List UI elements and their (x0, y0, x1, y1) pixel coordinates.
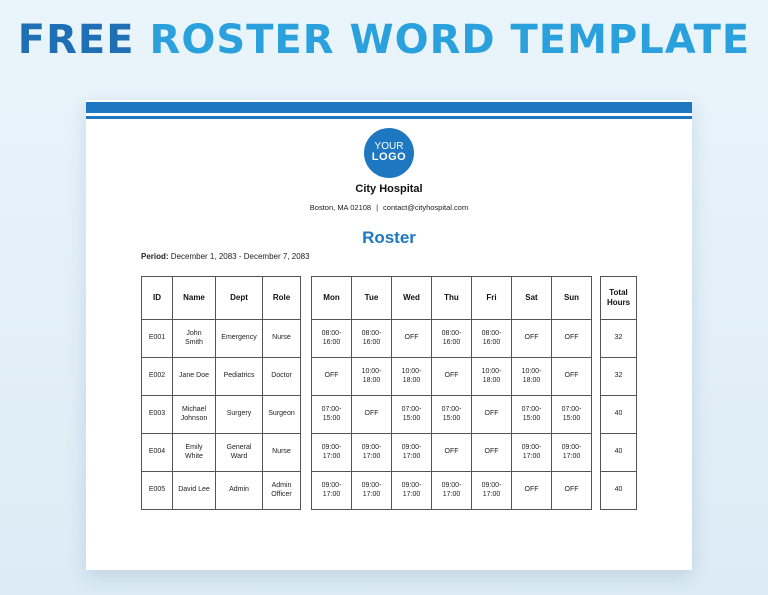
shift-cell-wed-line: 07:00- (401, 405, 422, 413)
employee-name-cell (173, 320, 216, 358)
shift-cell-mon (312, 358, 352, 396)
shift-cell-sat-line: 07:00- (521, 405, 542, 413)
shift-cell-fri (472, 434, 512, 472)
contact-separator: | (376, 203, 379, 212)
table-row (312, 434, 592, 472)
employee-name-cell (173, 396, 216, 434)
shift-cell-sun-line: OFF (564, 372, 579, 380)
shift-cell-fri-line: 08:00- (481, 329, 502, 337)
shift-cell-sun-line: OFF (564, 486, 579, 494)
period-label: Period: (141, 252, 169, 261)
role-cell (263, 320, 301, 358)
shift-cell-wed (392, 358, 432, 396)
column-header-total-hours-line: Hours (606, 298, 631, 307)
shift-cell-sun (552, 396, 592, 434)
logo-text-bottom: LOGO (371, 151, 407, 163)
shift-cell-thu-line: 09:00- (441, 481, 462, 489)
shift-cell-tue-line: 18:00 (362, 376, 381, 384)
employee-name-cell-line: White (185, 452, 203, 460)
shift-cell-wed-line: 15:00 (402, 414, 421, 422)
table-row (312, 358, 592, 396)
shift-cell-fri-line: OFF (484, 410, 499, 418)
shift-cell-thu (432, 358, 472, 396)
shift-cell-wed-line: 17:00 (402, 490, 421, 498)
shift-cell-mon (312, 396, 352, 434)
shift-cell-wed-line: 18:00 (402, 376, 421, 384)
shift-cell-sat (512, 320, 552, 358)
shift-cell-sun (552, 434, 592, 472)
shift-cell-fri (472, 396, 512, 434)
contact-line (86, 203, 692, 212)
shift-cell-fri-line: 18:00 (482, 376, 501, 384)
role-cell (263, 358, 301, 396)
employee-name-cell-line: Michael (181, 405, 207, 413)
role-cell-line: Officer (271, 490, 292, 498)
shift-cell-wed (392, 396, 432, 434)
shift-cell-sat-line: 17:00 (522, 452, 541, 460)
total-hours-cell: 32 (601, 358, 637, 396)
roster-document (86, 100, 692, 570)
shift-cell-fri (472, 358, 512, 396)
period-value: December 1, 2083 - December 7, 2083 (170, 252, 310, 261)
column-header-id: ID (142, 277, 173, 320)
shift-cell-tue-line: 17:00 (362, 490, 381, 498)
table-row (601, 472, 637, 510)
table-row (601, 358, 637, 396)
shift-cell-wed-line: OFF (404, 334, 419, 342)
role-cell-line: Admin (271, 481, 292, 489)
department-cell-line: General (226, 443, 252, 451)
employee-name-cell-line: John (186, 329, 202, 337)
header-row (142, 277, 301, 320)
weekly-schedule-table (311, 276, 592, 510)
column-header-thu: Thu (432, 277, 472, 320)
shift-cell-mon-line: 17:00 (322, 452, 341, 460)
organization-name: City Hospital (355, 183, 423, 195)
shift-cell-tue-line: 08:00- (361, 329, 382, 337)
shift-cell-thu-line: 17:00 (442, 490, 461, 498)
shift-cell-fri (472, 320, 512, 358)
column-header-name: Name (173, 277, 216, 320)
shift-cell-sun-line: 15:00 (562, 414, 581, 422)
shift-cell-sat (512, 396, 552, 434)
header-stripe (86, 102, 692, 113)
shift-cell-mon (312, 434, 352, 472)
column-header-mon: Mon (312, 277, 352, 320)
department-cell-line: Surgery (226, 410, 252, 418)
shift-cell-tue (352, 434, 392, 472)
shift-cell-wed-line: 09:00- (401, 481, 422, 489)
employee-name-cell-line: David Lee (178, 486, 210, 494)
shift-cell-tue-line: 09:00- (361, 481, 382, 489)
total-hours-table (600, 276, 637, 510)
shift-cell-thu-line: 15:00 (442, 414, 461, 422)
shift-cell-sat-line: 09:00- (521, 443, 542, 451)
department-cell (216, 434, 263, 472)
column-header-fri: Fri (472, 277, 512, 320)
shift-cell-mon-line: 17:00 (322, 490, 341, 498)
shift-cell-wed-line: 17:00 (402, 452, 421, 460)
department-cell (216, 320, 263, 358)
employee-info-table (141, 276, 301, 510)
employee-name-cell-line: Smith (185, 338, 203, 346)
role-cell-line: Nurse (272, 448, 291, 456)
employee-id-cell: E002 (142, 358, 173, 396)
shift-cell-sat (512, 434, 552, 472)
table-row (601, 320, 637, 358)
shift-cell-mon-line: 08:00- (321, 329, 342, 337)
table-row (142, 472, 301, 510)
shift-cell-fri-line: 17:00 (482, 490, 501, 498)
shift-cell-sun-line: 17:00 (562, 452, 581, 460)
shift-cell-sat-line: OFF (524, 334, 539, 342)
header-stripe-thin (86, 116, 692, 119)
table-row (601, 434, 637, 472)
shift-cell-mon-line: 07:00- (321, 405, 342, 413)
banner-word-free: FREE (17, 17, 135, 63)
shift-cell-wed-line: 09:00- (401, 443, 422, 451)
shift-cell-tue-line: 17:00 (362, 452, 381, 460)
shift-cell-tue-line: 16:00 (362, 338, 381, 346)
shift-cell-sun-line: 07:00- (561, 405, 582, 413)
shift-cell-fri-line: 09:00- (481, 481, 502, 489)
role-cell-line: Doctor (271, 372, 292, 380)
shift-cell-wed (392, 434, 432, 472)
table-row (142, 320, 301, 358)
column-header-role: Role (263, 277, 301, 320)
table-row (312, 396, 592, 434)
shift-cell-sun (552, 358, 592, 396)
shift-cell-thu-line: 08:00- (441, 329, 462, 337)
shift-cell-thu (432, 396, 472, 434)
table-row (601, 396, 637, 434)
header-row (601, 277, 637, 320)
shift-cell-thu-line: OFF (444, 372, 459, 380)
shift-cell-wed-line: 10:00- (401, 367, 422, 375)
department-cell (216, 358, 263, 396)
shift-cell-sun-line: 09:00- (561, 443, 582, 451)
shift-cell-tue (352, 396, 392, 434)
shift-cell-sat (512, 358, 552, 396)
shift-cell-fri-line: OFF (484, 448, 499, 456)
shift-cell-fri-line: 16:00 (482, 338, 501, 346)
shift-cell-thu (432, 434, 472, 472)
document-title: Roster (362, 228, 416, 247)
column-header-total-hours-line: Total (609, 288, 628, 297)
column-header-dept: Dept (216, 277, 263, 320)
shift-cell-mon-line: 16:00 (322, 338, 341, 346)
role-cell (263, 434, 301, 472)
table-row (312, 320, 592, 358)
banner-title: ROSTER WORD TEMPLATE (149, 17, 751, 63)
role-cell (263, 472, 301, 510)
table-row (142, 396, 301, 434)
shift-cell-sat-line: 15:00 (522, 414, 541, 422)
shift-cell-tue (352, 320, 392, 358)
employee-name-cell-line: Emily (185, 443, 203, 451)
shift-cell-tue-line: 10:00- (361, 367, 382, 375)
department-cell-line: Ward (230, 452, 248, 460)
role-cell (263, 396, 301, 434)
total-hours-cell: 32 (601, 320, 637, 358)
page-banner (0, 14, 768, 66)
header-row (312, 277, 592, 320)
table-row (312, 472, 592, 510)
shift-cell-sat (512, 472, 552, 510)
organization-email: contact@cityhospital.com (383, 203, 469, 212)
organization-address: Boston, MA 02108 (309, 203, 372, 212)
shift-cell-sun (552, 320, 592, 358)
department-cell (216, 472, 263, 510)
shift-cell-mon-line: 15:00 (322, 414, 341, 422)
role-cell-line: Surgeon (268, 410, 295, 418)
employee-name-cell-line: Johnson (180, 414, 208, 422)
shift-cell-wed (392, 472, 432, 510)
column-header-sat: Sat (512, 277, 552, 320)
shift-cell-fri (472, 472, 512, 510)
total-hours-cell: 40 (601, 472, 637, 510)
shift-cell-mon (312, 472, 352, 510)
shift-cell-tue (352, 358, 392, 396)
column-header-sun: Sun (552, 277, 592, 320)
shift-cell-tue-line: 09:00- (361, 443, 382, 451)
total-hours-cell: 40 (601, 396, 637, 434)
shift-cell-sat-line: OFF (524, 486, 539, 494)
department-cell (216, 396, 263, 434)
shift-cell-thu-line: 07:00- (441, 405, 462, 413)
shift-cell-mon-line: 09:00- (321, 481, 342, 489)
department-cell-line: Emergency (221, 334, 257, 342)
shift-cell-sun (552, 472, 592, 510)
employee-id-cell: E005 (142, 472, 173, 510)
column-header-tue: Tue (352, 277, 392, 320)
employee-name-cell-line: Jane Doe (179, 372, 209, 380)
shift-cell-thu-line: 16:00 (442, 338, 461, 346)
logo-placeholder (364, 128, 414, 178)
table-row (142, 358, 301, 396)
table-row (142, 434, 301, 472)
shift-cell-tue (352, 472, 392, 510)
employee-id-cell: E003 (142, 396, 173, 434)
employee-name-cell (173, 358, 216, 396)
shift-cell-thu (432, 320, 472, 358)
logo-text-top: YOUR (374, 141, 404, 152)
employee-id-cell: E004 (142, 434, 173, 472)
column-header-total-hours (601, 277, 637, 320)
shift-cell-tue-line: OFF (364, 410, 379, 418)
employee-name-cell (173, 472, 216, 510)
shift-cell-thu (432, 472, 472, 510)
department-cell-line: Pediatrics (223, 372, 255, 380)
total-hours-cell: 40 (601, 434, 637, 472)
employee-name-cell (173, 434, 216, 472)
shift-cell-mon-line: OFF (324, 372, 339, 380)
role-cell-line: Nurse (272, 334, 291, 342)
shift-cell-thu-line: OFF (444, 448, 459, 456)
shift-cell-mon-line: 09:00- (321, 443, 342, 451)
employee-id-cell: E001 (142, 320, 173, 358)
shift-cell-sun-line: OFF (564, 334, 579, 342)
column-header-wed: Wed (392, 277, 432, 320)
department-cell-line: Admin (229, 486, 249, 494)
shift-cell-fri-line: 10:00- (481, 367, 502, 375)
period-line (141, 252, 310, 261)
shift-cell-sat-line: 10:00- (521, 367, 542, 375)
shift-cell-sat-line: 18:00 (522, 376, 541, 384)
shift-cell-wed (392, 320, 432, 358)
shift-cell-mon (312, 320, 352, 358)
